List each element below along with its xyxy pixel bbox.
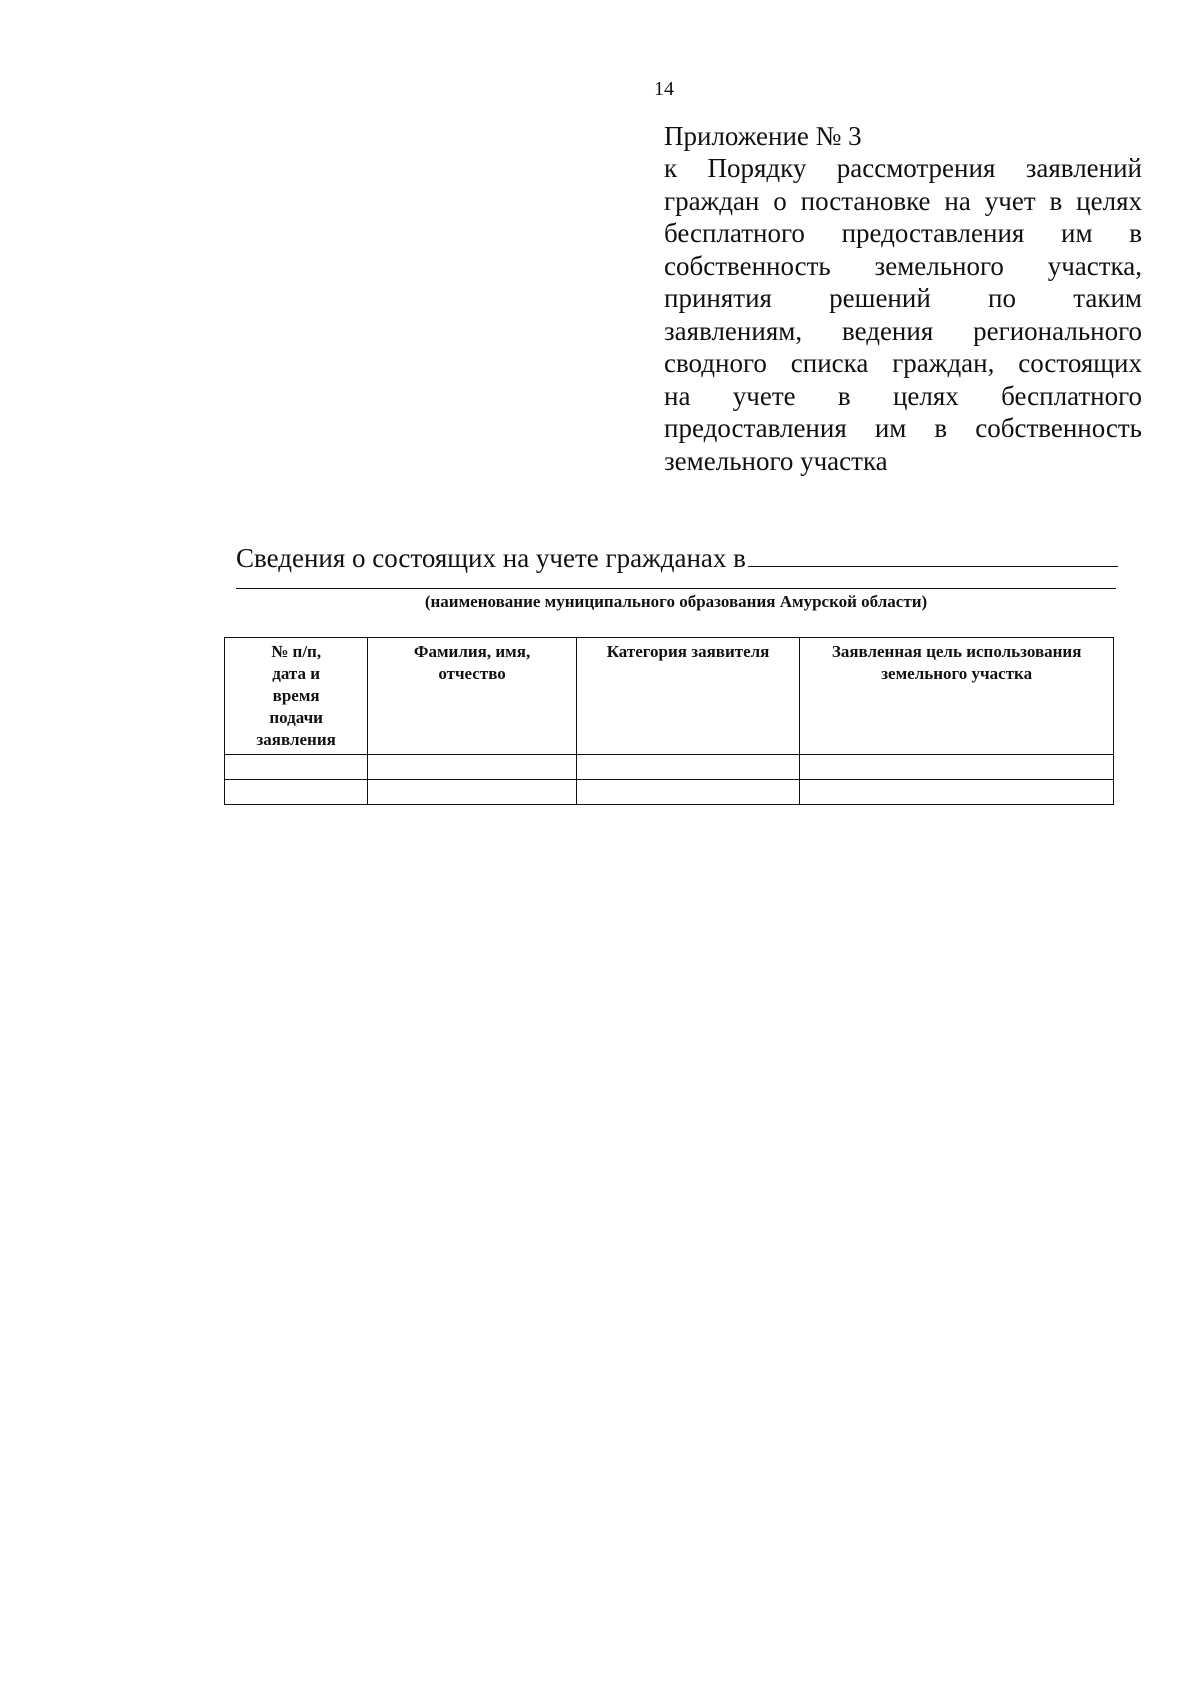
appendix-line: граждан о постановке на учет в целях (664, 185, 1142, 216)
appendix-block (664, 120, 1142, 477)
appendix-line: сводного списка граждан, состоящих (664, 348, 1142, 378)
table-cell[interactable] (800, 780, 1114, 805)
header-land-purpose: Заявленная цель использования земельного участка (800, 638, 1114, 755)
header-number-date: № п/п, дата и время подачи заявления (225, 638, 368, 755)
header-applicant-category: Категория заявителя (576, 638, 800, 755)
appendix-line: принятия решений по таким (664, 283, 1142, 313)
appendix-line: предоставления им в собственность (664, 413, 1142, 443)
table-cell[interactable] (368, 780, 576, 805)
table-row (225, 755, 1114, 780)
appendix-line: на учете в целях бесплатного (664, 380, 1142, 411)
municipality-blank-caption: (наименование муниципального образования Амурской области) (424, 592, 928, 611)
table-cell[interactable] (576, 780, 800, 805)
page-number: 14 (654, 78, 674, 100)
appendix-line: земельного участка (664, 445, 888, 476)
appendix-line: заявлениям, ведения регионального (664, 315, 1142, 346)
table-cell[interactable] (800, 755, 1114, 780)
form-heading (236, 540, 1142, 574)
table-header-row (225, 638, 1114, 755)
table-cell[interactable] (368, 755, 576, 780)
municipality-blank-line[interactable] (236, 588, 1116, 589)
appendix-line: собственность земельного участка, (664, 250, 1142, 281)
table-cell[interactable] (225, 780, 368, 805)
appendix-title: Приложение № 3 (664, 121, 862, 151)
appendix-body (664, 152, 1142, 477)
appendix-line: бесплатного предоставления им в (664, 218, 1142, 248)
table-cell[interactable] (576, 755, 800, 780)
appendix-line: к Порядку рассмотрения заявлений (664, 153, 1142, 183)
registry-table (224, 637, 1114, 805)
municipality-blank-field[interactable] (748, 540, 1118, 567)
form-heading-text: Сведения о состоящих на учете гражданах в (236, 543, 746, 573)
table-row (225, 780, 1114, 805)
table-cell[interactable] (225, 755, 368, 780)
header-full-name: Фамилия, имя, отчество (368, 638, 576, 755)
